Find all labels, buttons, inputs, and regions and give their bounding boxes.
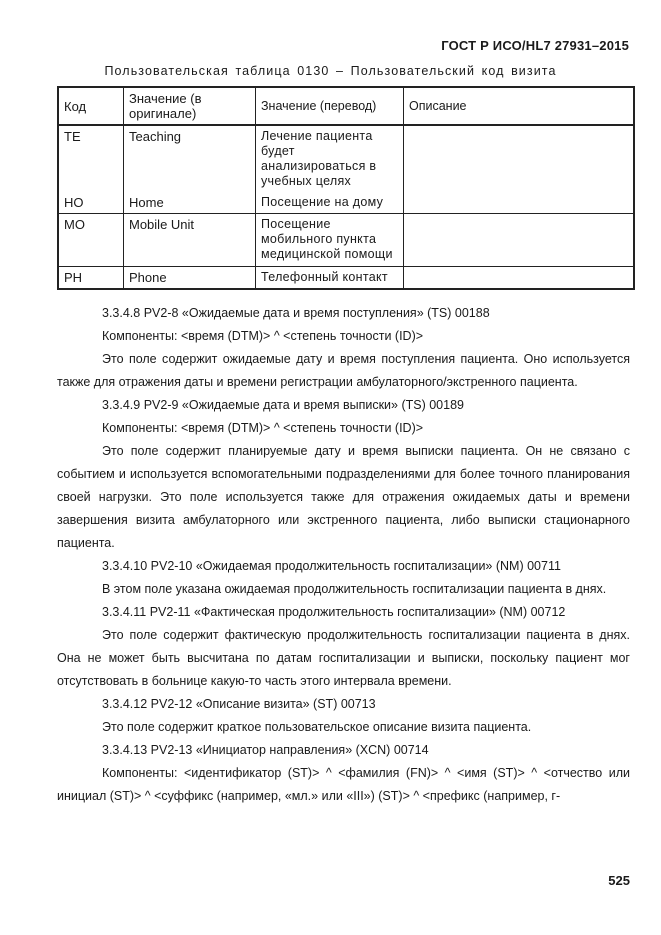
table-row [58, 192, 634, 214]
page-number: 525 [608, 873, 630, 888]
body-paragraph: Это поле содержит краткое пользовательское описание визита пациента. [102, 720, 532, 734]
body-text [57, 302, 630, 808]
table-row [58, 267, 634, 290]
cell-translation: Лечение пациента будет анализироваться в учебных целях [256, 125, 404, 192]
body-paragraph: Это поле содержит ожидаемые дату и время поступления пациента. Оно используется также для отражения даты и времени регистрации амбулаторного/экстренного пациента. [57, 352, 630, 389]
section-heading-pv2-13: 3.3.4.13 PV2-13 «Инициатор направления» (XCN) 00714 [102, 743, 429, 757]
cell-translation: Посещение мобильного пункта медицинской помощи [256, 214, 404, 267]
body-paragraph: Это поле содержит фактическую продолжительность госпитализации пациента в днях. Она не может быть высчитана по датам госпитализации и выписки, поскольку пациент мог отсутствовать в больнице какую-то часть этого интервала времени. [57, 628, 630, 688]
section-heading-pv2-12: 3.3.4.12 PV2-12 «Описание визита» (ST) 00713 [102, 697, 376, 711]
cell-original: Mobile Unit [124, 214, 256, 267]
body-paragraph: В этом поле указана ожидаемая продолжительность госпитализации пациента в днях. [102, 582, 607, 596]
header-original: Значение (в оригинале) [124, 87, 256, 125]
components-line: Компоненты: <идентификатор (ST)> ^ <фамилия (FN)> ^ <имя (ST)> ^ <отчество или инициал (ST)> ^ <суффикс (например, «мл.» или «III») (ST)> ^ <префикс (например, г- [57, 766, 630, 803]
cell-code: PH [58, 267, 124, 290]
cell-description [404, 214, 635, 267]
cell-original: Home [124, 192, 256, 214]
components-line: Компоненты: <время (DTM)> ^ <степень точности (ID)> [102, 329, 424, 343]
standard-header: ГОСТ Р ИСО/HL7 27931–2015 [441, 38, 629, 53]
components-line: Компоненты: <время (DTM)> ^ <степень точности (ID)> [102, 421, 424, 435]
section-heading-pv2-11: 3.3.4.11 PV2-11 «Фактическая продолжительность госпитализации» (NM) 00712 [102, 605, 566, 619]
header-description: Описание [404, 87, 635, 125]
cell-description [404, 192, 635, 214]
header-translation: Значение (перевод) [256, 87, 404, 125]
section-heading-pv2-9: 3.3.4.9 PV2-9 «Ожидаемые дата и время выписки» (TS) 00189 [102, 398, 464, 412]
cell-translation: Телефонный контакт [256, 267, 404, 290]
table-row [58, 125, 634, 192]
visit-code-table [57, 86, 635, 290]
table-header-row [58, 87, 634, 125]
cell-code: TE [58, 125, 124, 192]
table-caption: Пользовательская таблица 0130 – Пользовательский код визита [104, 64, 557, 78]
cell-description [404, 267, 635, 290]
body-paragraph: Это поле содержит планируемые дату и время выписки пациента. Он не связано с событием и используется вспомогательными подразделениями для более точного планирования своей нагрузки. Это поле используется также для отражения ожидаемых даты и времени завершения визита амбулаторного или экстренного пациента, либо выписки стационарного пациента. [57, 444, 630, 550]
section-heading-pv2-10: 3.3.4.10 PV2-10 «Ожидаемая продолжительность госпитализации» (NM) 00711 [102, 559, 561, 573]
cell-code: HO [58, 192, 124, 214]
header-code: Код [58, 87, 124, 125]
cell-code: MO [58, 214, 124, 267]
table-row [58, 214, 634, 267]
section-heading-pv2-8: 3.3.4.8 PV2-8 «Ожидаемые дата и время поступления» (TS) 00188 [102, 306, 490, 320]
cell-description [404, 125, 635, 192]
cell-original: Teaching [124, 125, 256, 192]
cell-translation: Посещение на дому [256, 192, 404, 214]
cell-original: Phone [124, 267, 256, 290]
